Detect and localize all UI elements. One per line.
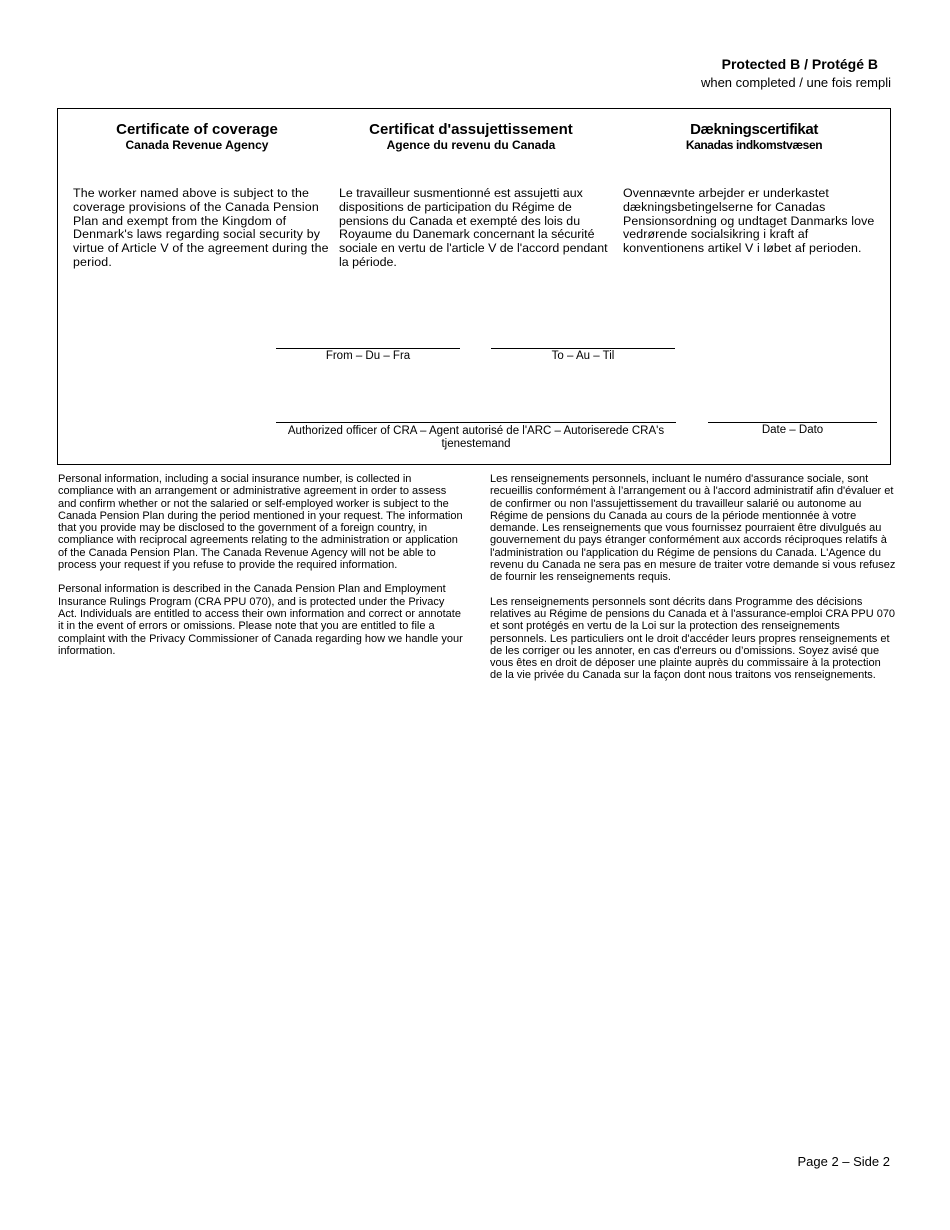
privacy-notice-english	[58, 473, 464, 669]
danish-coverage-text: Ovennævnte arbejder er underkastet dækningsbetingelserne for Canadas Pensionsordning og undtaget Danmarks love vedrørende socialsikring i kraft af konventionens artikel V i løbet af perioden.	[623, 186, 875, 256]
officer-signature-field[interactable]	[276, 422, 676, 423]
french-heading	[340, 121, 602, 152]
privacy-english-paragraph-1: Personal information, including a social insurance number, is collected in compliance with an arrangement or administrative agreement in order to assess and confirm whether or not the salaried or self-employed worker is subject to the Canada Pension Plan during the period mentioned in your request. The information that you provide may be disclosed to the government of a foreign country, in compliance with reciprocal agreements relating to the administration or application of the Canada Pension Plan. The Canada Revenue Agency will not be able to process your request if you refuse to provide the required information.	[58, 473, 463, 572]
privacy-english-paragraph-2: Personal information is described in the Canada Pension Plan and Employment Insurance Rulings Program (CRA PPU 070), and is protected under the Privacy Act. Individuals are entitled to access their own information and correct or annotate it in the event of errors or omissions. Please note that you are entitled to file a complaint with the Privacy Commissioner of Canada regarding how we handle your information.	[58, 583, 463, 657]
protected-b-label: Protected B / Protégé B	[721, 56, 878, 72]
certificate-box	[57, 108, 891, 465]
danish-agency: Kanadas indkomstvæsen	[685, 138, 823, 152]
from-date-label: From – Du – Fra	[325, 350, 411, 362]
english-agency: Canada Revenue Agency	[125, 138, 269, 152]
french-agency: Agence du revenu du Canada	[386, 138, 556, 152]
from-date-field[interactable]	[276, 348, 460, 349]
when-completed-label: when completed / une fois rempli	[700, 75, 891, 90]
french-title: Certificat d'assujettissement	[369, 121, 573, 138]
danish-heading	[620, 121, 888, 152]
privacy-french-paragraph-1: Les renseignements personnels, incluant le numéro d'assurance sociale, sont recueillis conformément à l’arrangement ou à l'accord administratif afin d'évaluer et de confirmer ou non l'assujettissement du travailleur salarié ou autonome au Régime de pensions du Canada au cours de la période mentionnée à votre demande. Les renseignements que vous fournissez pourraient être divulgués au gouvernement du pays étranger conformément aux accords réciproques relatifs à l'administration ou l'application du Régime de pensions du Canada. L'Agence du revenu du Canada ne sera pas en mesure de traiter votre demande si vous refusez de fournir les renseignements requis.	[490, 473, 896, 584]
privacy-french-paragraph-2: Les renseignements personnels sont décrits dans Programme des décisions relatives au Régime de pensions du Canada et à l'assurance-emploi CRA PPU 070 et sont protégés en vertu de la Loi sur la protection des renseignements personnels. Les particuliers ont le droit d'accéder leurs propres renseignements et de les corriger ou les annoter, en cas d'erreurs ou d’omissions. Soyez avisé que vous êtes en droit de déposer une plainte auprès du commissaire à la protection de la vie privée du Canada sur la façon dont nous traitons vos renseignements.	[490, 595, 896, 682]
french-coverage-text: Le travailleur susmentionné est assujetti aux dispositions de participation du Régime de pensions du Canada et exempté des lois du Royaume du Danemark concernant la sécurité sociale en vertu de l'article V de l'accord pendant la période.	[339, 186, 608, 269]
page-number: Page 2 – Side 2	[797, 1154, 890, 1169]
officer-signature-label: Authorized officer of CRA – Agent autorisé de l'ARC – Autoriserede CRA's tjenestemand	[287, 425, 665, 450]
english-heading	[82, 121, 312, 152]
english-title: Certificate of coverage	[116, 121, 278, 138]
signature-date-label: Date – Dato	[761, 424, 824, 436]
english-coverage-text: The worker named above is subject to the coverage provisions of the Canada Pension Plan and exempt from the Kingdom of Denmark's laws regarding social security by virtue of Article V of the agreement during the period.	[73, 186, 329, 269]
signature-date-field[interactable]	[708, 422, 877, 423]
to-date-field[interactable]	[491, 348, 675, 349]
privacy-notice-french	[490, 473, 896, 694]
danish-title: Dækningscertifikat	[690, 121, 818, 138]
to-date-label: To – Au – Til	[551, 350, 615, 362]
